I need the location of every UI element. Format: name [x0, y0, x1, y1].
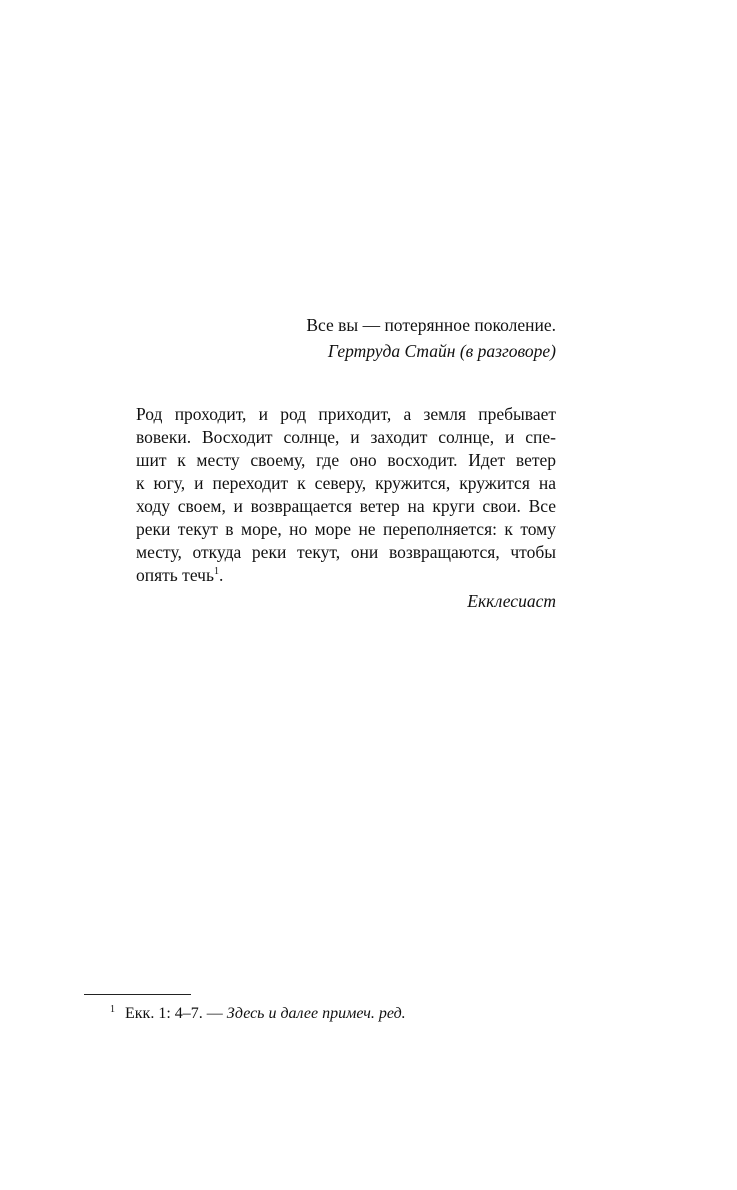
epigraph-stein	[200, 312, 556, 364]
text-line: реки текут в море, но море не переполняется: к тому	[136, 519, 556, 539]
text-line-last	[136, 564, 556, 587]
last-line-period: .	[218, 565, 224, 585]
text-line: ходу своем, и возвращается ветер на круги свои. Все	[136, 496, 556, 516]
text-line: вовеки. Восходит солнце, и заходит солнце, и спе-	[136, 427, 556, 447]
epigraph-quote: Все вы — потерянное поколение.	[306, 315, 556, 335]
text-line: к югу, и переходит к северу, кружится, кружится на	[136, 473, 556, 493]
text-line: шит к месту своему, где оно восходит. Идет ветер	[136, 450, 556, 470]
footnote-reference[interactable]: 1	[213, 566, 219, 577]
footnote-divider	[84, 994, 191, 995]
epigraph-author: Екклесиаст	[467, 591, 556, 611]
epigraph-author: Гертруда Стайн (в разговоре)	[327, 341, 556, 361]
epigraph-ecclesiastes	[136, 403, 556, 614]
footnote-mark: 1	[110, 1004, 115, 1015]
last-line-text: опять течь	[136, 565, 214, 585]
footnote-ref: Екк. 1: 4–7. —	[125, 1005, 227, 1022]
text-line: Род проходит, и род приходит, а земля пребывает	[136, 404, 556, 424]
footnote	[110, 1003, 406, 1025]
footnote-note: Здесь и далее примеч. ред.	[226, 1005, 406, 1022]
text-line: месту, откуда реки текут, они возвращаются, чтобы	[136, 542, 556, 562]
